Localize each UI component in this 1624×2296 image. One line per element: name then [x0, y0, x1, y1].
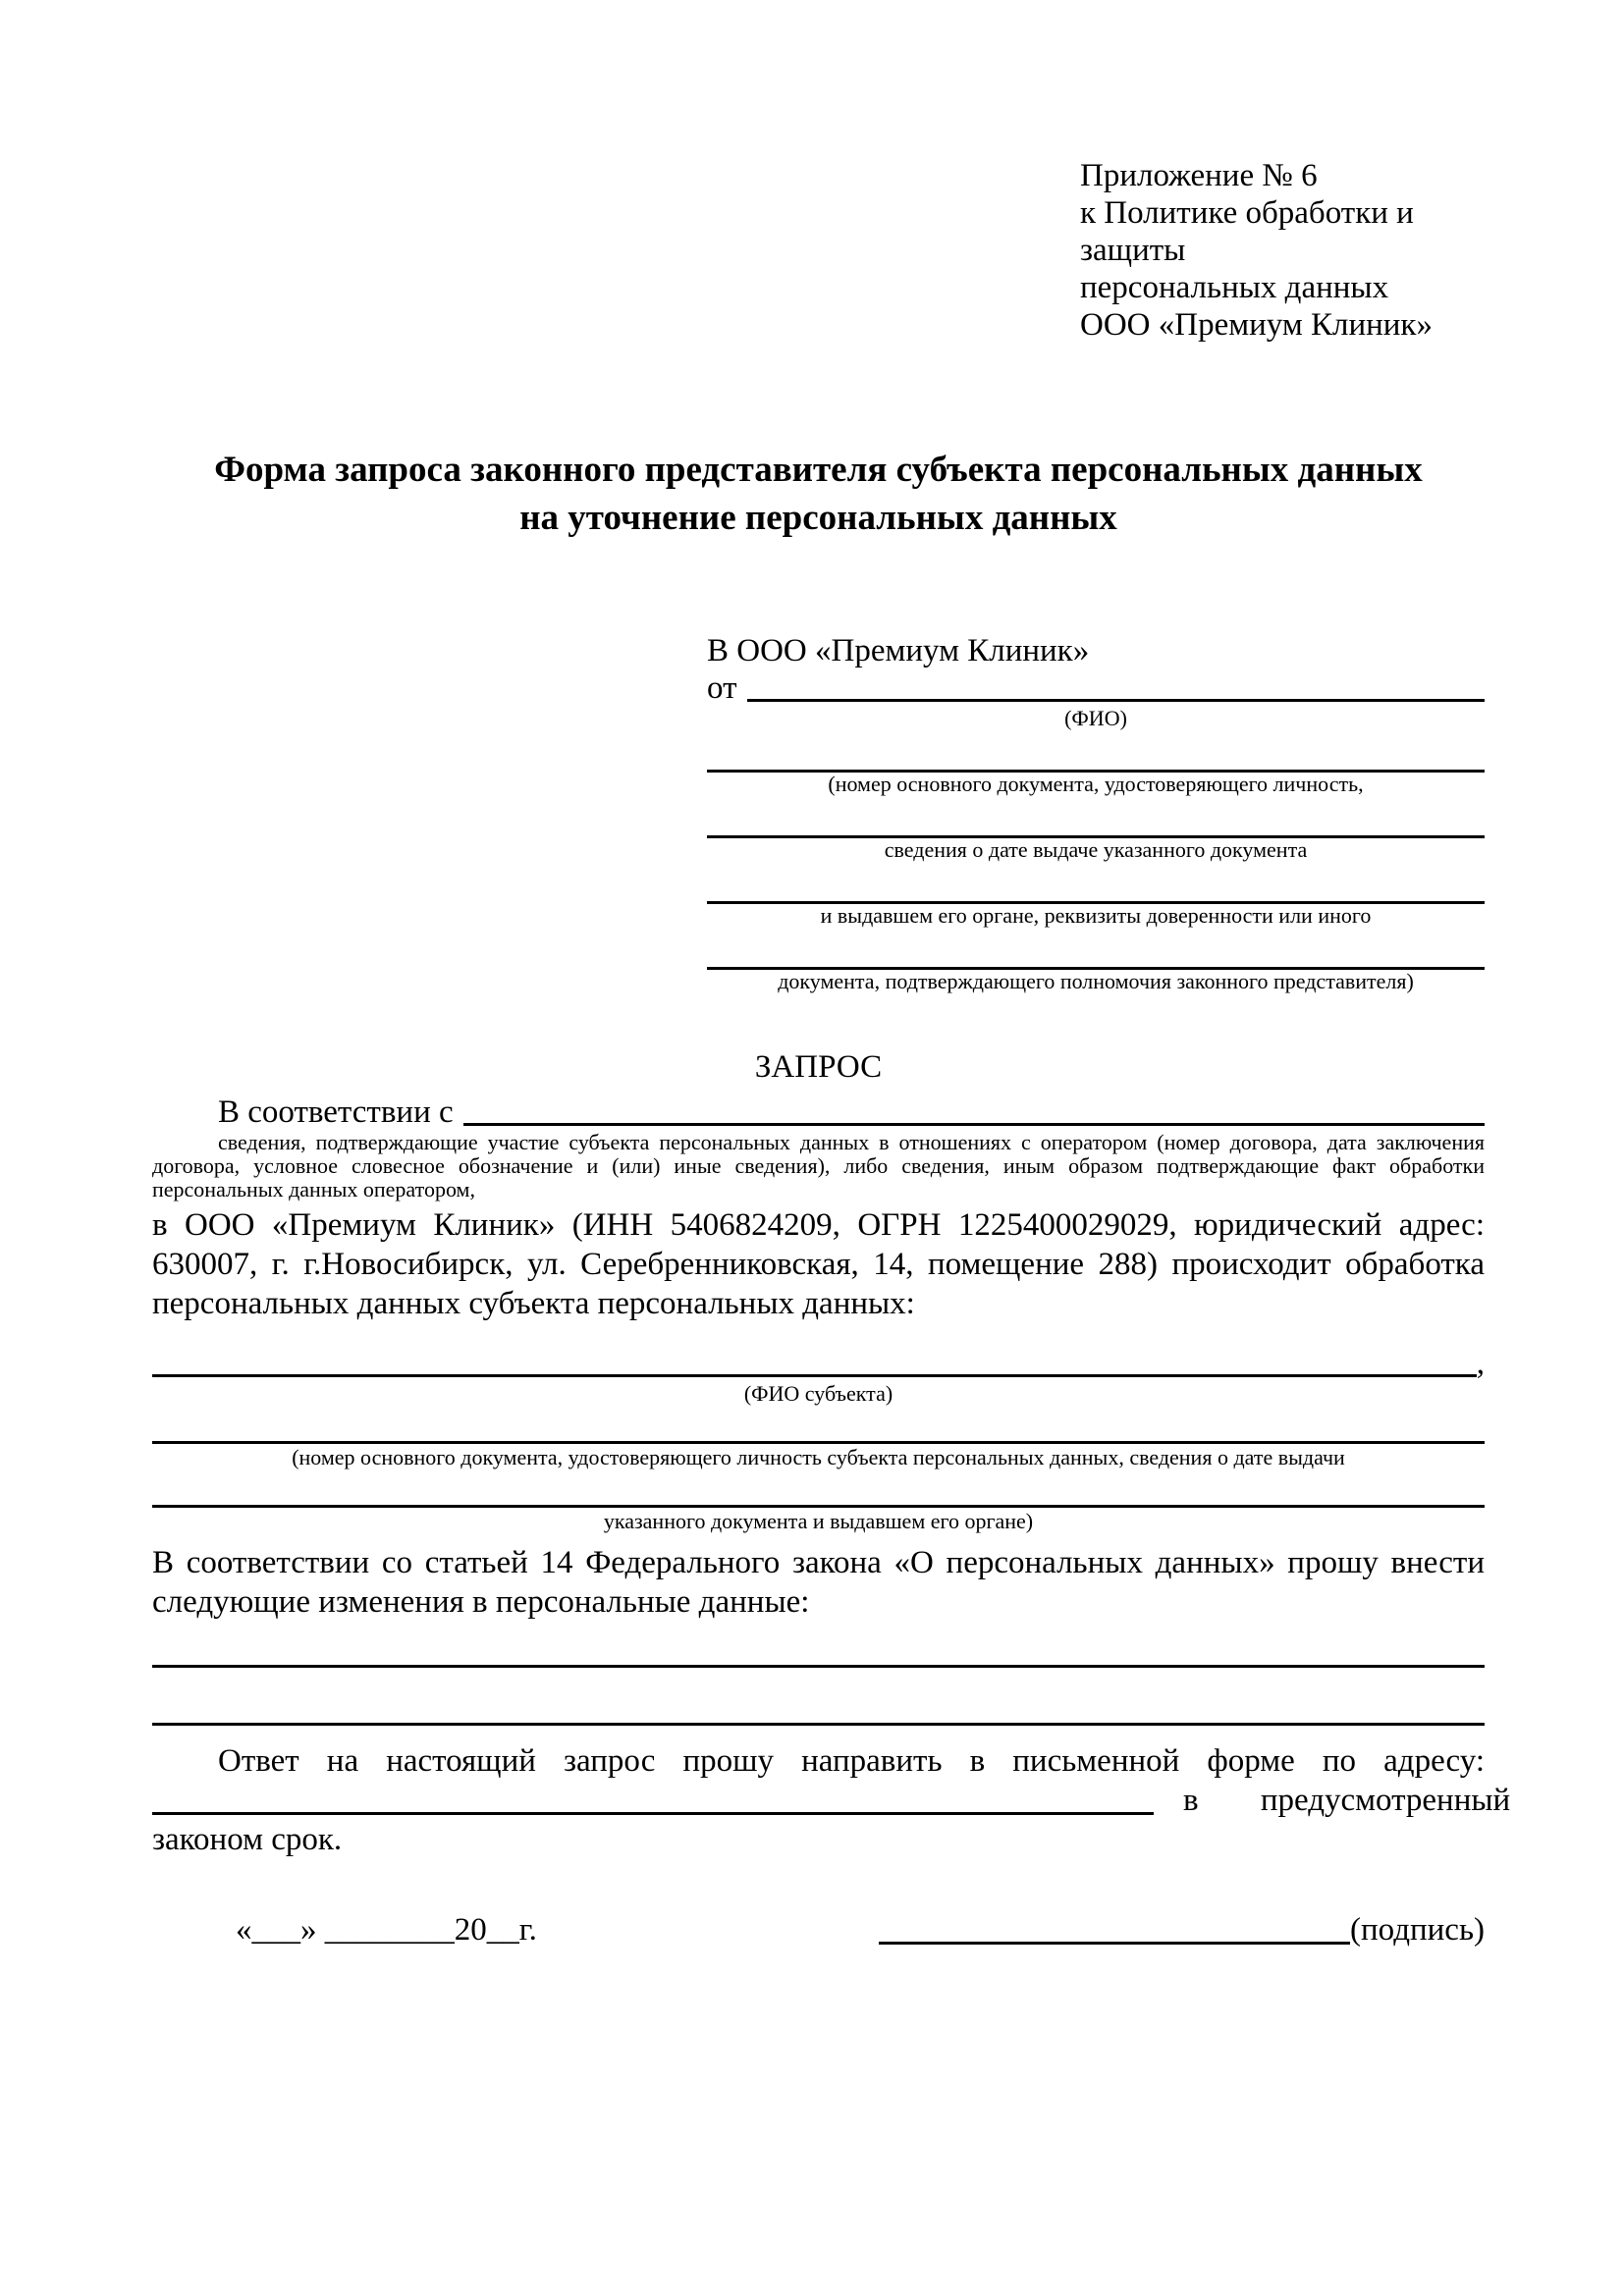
document-title-line-1: Форма запроса законного представителя субъекта персональных данных: [214, 450, 1423, 490]
representative-doc-field: [707, 967, 1485, 993]
from-fio-blank-line: [747, 669, 1486, 702]
operator-paragraph: в ООО «Премиум Клиник» (ИНН 5406824209, ОГРН 1225400029029, юридический адрес: 630007, г. г.Новосибирск, ул. Серебренниковская, 14, помещение 288) происходит обработка персональных данных субъекта персональных данных:: [152, 1207, 1485, 1321]
reply-paragraph-line-3: законом срок.: [152, 1822, 343, 1857]
representative-doc-field: [707, 901, 1485, 928]
subject-doc-field: [152, 1505, 1485, 1533]
signature-spacer: [537, 1910, 879, 1949]
appendix-block: [1080, 157, 1485, 344]
intro-blank-line: [463, 1094, 1485, 1126]
appendix-line: ООО «Премиум Клиник»: [1080, 307, 1433, 343]
signature-blank-line: [879, 1910, 1350, 1945]
amendments-blank-line: [152, 1665, 1485, 1668]
intro-lead-text: В соответствии с: [218, 1095, 454, 1130]
subject-fio-row: [152, 1345, 1485, 1382]
intro-row: [152, 1094, 1485, 1131]
fio-caption: (ФИО): [1064, 706, 1127, 730]
amendments-blank-line: [152, 1723, 1485, 1726]
representative-doc-field: [707, 770, 1485, 796]
from-row: [707, 669, 1485, 707]
date-blank-text: «___» ________20__г.: [236, 1912, 537, 1948]
subject-doc-field: [152, 1441, 1485, 1469]
reply-address-blank-line: [152, 1781, 1154, 1815]
field-caption: и выдавшем его органе, реквизиты доверенности или иного: [820, 903, 1372, 928]
addressee-block: [707, 632, 1485, 993]
intro-footnote: сведения, подтверждающие участие субъекта персональных данных в отношениях с оператором (номер договора, дата заключения договора, условное словесное обозначение и (или) иные сведения), либо сведения, иным образом подтверждающие факт обработки персональных данных оператором,: [152, 1130, 1485, 1201]
appendix-line: персональных данных: [1080, 270, 1389, 305]
amendments-paragraph: В соответствии со статьей 14 Федерального закона «О персональных данных» прошу внести следующие изменения в персональные данные:: [152, 1545, 1485, 1620]
field-caption: указанного документа и выдавшем его органе): [603, 1509, 1034, 1533]
appendix-line: Приложение № 6: [1080, 158, 1318, 193]
representative-doc-field: [707, 835, 1485, 862]
signature-caption: (подпись): [1350, 1912, 1485, 1948]
blank-line: [152, 1441, 1485, 1444]
field-caption: сведения о дате выдаче указанного документа: [884, 837, 1308, 862]
appendix-line: к Политике обработки и защиты: [1080, 195, 1414, 268]
blank-line: [152, 1505, 1485, 1508]
subject-fio-comma: ,: [1476, 1346, 1485, 1381]
from-label: от: [707, 670, 737, 706]
signature-row: [152, 1910, 1485, 1949]
reply-paragraph-tail: в предусмотренный: [1183, 1783, 1511, 1818]
reply-paragraph-line-1: Ответ на настоящий запрос прошу направить в письменной форме по адресу:: [218, 1743, 1485, 1779]
document-title-line-2: на уточнение персональных данных: [519, 498, 1117, 538]
request-heading: ЗАПРОС: [754, 1049, 883, 1085]
addressee-organization: В ООО «Премиум Клиник»: [707, 633, 1090, 668]
subject-fio-blank-line: [152, 1345, 1477, 1377]
document-title: [152, 446, 1485, 542]
reply-paragraph-line-2: [152, 1781, 1511, 1820]
field-caption: (номер основного документа, удостоверяющего личность субъекта персональных данных, сведения о дате выдачи: [292, 1445, 1345, 1469]
field-caption: документа, подтверждающего полномочия законного представителя): [778, 969, 1414, 993]
subject-fio-caption: (ФИО субъекта): [743, 1381, 893, 1406]
field-caption: (номер основного документа, удостоверяющего личность,: [828, 772, 1364, 796]
